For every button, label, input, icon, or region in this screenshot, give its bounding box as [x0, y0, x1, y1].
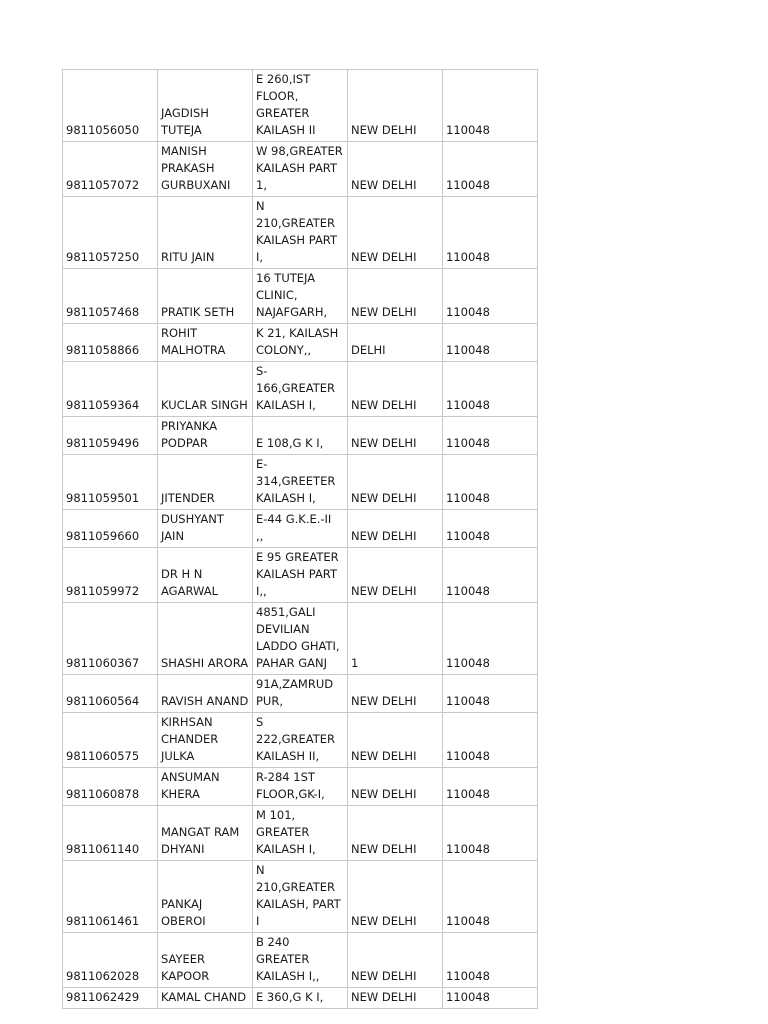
pin-cell: 110048	[443, 417, 538, 455]
address-cell: N 210,GREATER KAILASH, PART I	[253, 861, 348, 933]
city-cell: NEW DELHI	[348, 417, 443, 455]
name-cell: RAVISH ANAND	[158, 675, 253, 713]
name-cell: JAGDISH TUTEJA	[158, 70, 253, 142]
pin-cell: 110048	[443, 197, 538, 269]
pin-cell: 110048	[443, 548, 538, 603]
phone-cell: 9811059972	[63, 548, 158, 603]
city-cell: NEW DELHI	[348, 455, 443, 510]
phone-cell: 9811062429	[63, 988, 158, 1009]
table-row	[63, 713, 538, 768]
pin-cell: 110048	[443, 806, 538, 861]
phone-cell: 9811059501	[63, 455, 158, 510]
pin-cell: 110048	[443, 455, 538, 510]
name-cell: MANGAT RAM DHYANI	[158, 806, 253, 861]
pin-cell: 110048	[443, 933, 538, 988]
address-cell: E 360,G K I,	[253, 988, 348, 1009]
address-cell: B 240 GREATER KAILASH I,,	[253, 933, 348, 988]
phone-cell: 9811059660	[63, 510, 158, 548]
table-row	[63, 603, 538, 675]
table-row	[63, 269, 538, 324]
address-cell: S 222,GREATER KAILASH II,	[253, 713, 348, 768]
phone-cell: 9811060564	[63, 675, 158, 713]
name-cell: SHASHI ARORA	[158, 603, 253, 675]
address-cell: E-314,GREETER KAILASH I,	[253, 455, 348, 510]
city-cell: NEW DELHI	[348, 269, 443, 324]
name-cell: KUCLAR SINGH	[158, 362, 253, 417]
pin-cell: 110048	[443, 70, 538, 142]
table-row	[63, 933, 538, 988]
city-cell: NEW DELHI	[348, 806, 443, 861]
table-row	[63, 510, 538, 548]
city-cell: NEW DELHI	[348, 933, 443, 988]
phone-cell: 9811057468	[63, 269, 158, 324]
address-cell: R-284 1ST FLOOR,GK-I,	[253, 768, 348, 806]
city-cell: NEW DELHI	[348, 548, 443, 603]
city-cell: NEW DELHI	[348, 362, 443, 417]
city-cell: NEW DELHI	[348, 70, 443, 142]
pin-cell: 110048	[443, 510, 538, 548]
table-row	[63, 861, 538, 933]
phone-cell: 9811057072	[63, 142, 158, 197]
phone-cell: 9811060878	[63, 768, 158, 806]
table-row	[63, 768, 538, 806]
phone-cell: 9811061461	[63, 861, 158, 933]
table-row	[63, 362, 538, 417]
address-cell: 91A,ZAMRUD PUR,	[253, 675, 348, 713]
contact-table	[62, 69, 538, 1009]
pin-cell: 110048	[443, 988, 538, 1009]
city-cell: DELHI	[348, 324, 443, 362]
name-cell: DR H N AGARWAL	[158, 548, 253, 603]
city-cell: NEW DELHI	[348, 510, 443, 548]
name-cell: PRATIK SETH	[158, 269, 253, 324]
pin-cell: 110048	[443, 269, 538, 324]
name-cell: DUSHYANT JAIN	[158, 510, 253, 548]
pin-cell: 110048	[443, 768, 538, 806]
phone-cell: 9811056050	[63, 70, 158, 142]
address-cell: K 21, KAILASH COLONY,,	[253, 324, 348, 362]
name-cell: JITENDER	[158, 455, 253, 510]
address-cell: 16 TUTEJA CLINIC, NAJAFGARH,	[253, 269, 348, 324]
phone-cell: 9811060575	[63, 713, 158, 768]
table-row	[63, 70, 538, 142]
name-cell: ROHIT MALHOTRA	[158, 324, 253, 362]
table-row	[63, 988, 538, 1009]
phone-cell: 9811060367	[63, 603, 158, 675]
address-cell: E 260,IST FLOOR, GREATER KAILASH II	[253, 70, 348, 142]
table-row	[63, 197, 538, 269]
address-cell: S-166,GREATER KAILASH I,	[253, 362, 348, 417]
pin-cell: 110048	[443, 362, 538, 417]
address-cell: N 210,GREATER KAILASH PART I,	[253, 197, 348, 269]
name-cell: KIRHSAN CHANDER JULKA	[158, 713, 253, 768]
address-cell: E 108,G K I,	[253, 417, 348, 455]
name-cell: KAMAL CHAND	[158, 988, 253, 1009]
phone-cell: 9811059496	[63, 417, 158, 455]
phone-cell: 9811062028	[63, 933, 158, 988]
city-cell: NEW DELHI	[348, 768, 443, 806]
phone-cell: 9811059364	[63, 362, 158, 417]
city-cell: NEW DELHI	[348, 861, 443, 933]
city-cell: NEW DELHI	[348, 675, 443, 713]
phone-cell: 9811061140	[63, 806, 158, 861]
table-row	[63, 324, 538, 362]
table-row	[63, 417, 538, 455]
pin-cell: 110048	[443, 603, 538, 675]
phone-cell: 9811057250	[63, 197, 158, 269]
name-cell: MANISH PRAKASH GURBUXANI	[158, 142, 253, 197]
address-cell: E 95 GREATER KAILASH PART I,,	[253, 548, 348, 603]
phone-cell: 9811058866	[63, 324, 158, 362]
name-cell: PANKAJ OBEROI	[158, 861, 253, 933]
table-row	[63, 675, 538, 713]
name-cell: PRIYANKA PODPAR	[158, 417, 253, 455]
pin-cell: 110048	[443, 142, 538, 197]
address-cell: W 98,GREATER KAILASH PART 1,	[253, 142, 348, 197]
city-cell: NEW DELHI	[348, 197, 443, 269]
table-row	[63, 455, 538, 510]
name-cell: ANSUMAN KHERA	[158, 768, 253, 806]
city-cell: NEW DELHI	[348, 142, 443, 197]
table-row	[63, 142, 538, 197]
table-body	[63, 70, 538, 1009]
name-cell: RITU JAIN	[158, 197, 253, 269]
city-cell: NEW DELHI	[348, 713, 443, 768]
address-cell: E-44 G.K.E.-II ,,	[253, 510, 348, 548]
city-cell: NEW DELHI	[348, 988, 443, 1009]
pin-cell: 110048	[443, 324, 538, 362]
pin-cell: 110048	[443, 675, 538, 713]
address-cell: M 101, GREATER KAILASH I,	[253, 806, 348, 861]
table-row	[63, 806, 538, 861]
name-cell: SAYEER KAPOOR	[158, 933, 253, 988]
pin-cell: 110048	[443, 713, 538, 768]
address-cell: 4851,GALI DEVILIAN LADDO GHATI, PAHAR GANJ	[253, 603, 348, 675]
table-row	[63, 548, 538, 603]
pin-cell: 110048	[443, 861, 538, 933]
city-cell: 1	[348, 603, 443, 675]
